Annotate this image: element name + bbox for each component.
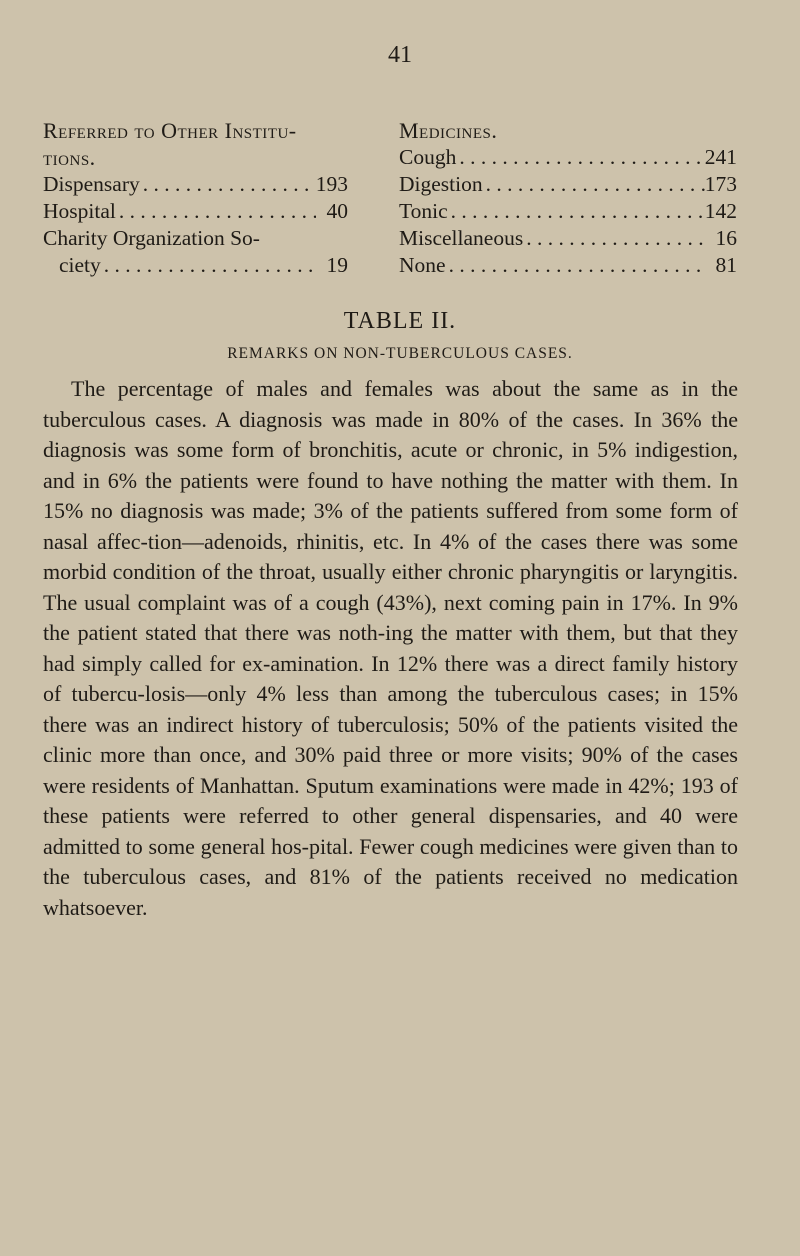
referrals-heading-cont: tions. [43,145,96,170]
body-paragraph: The percentage of males and females was about the same as in the tuberculous cases. A diagnosis was made in 80% of the cases. In 36% the diagnosis was some form of bronchitis, acute or chronic, in 5% indigestion, and in 6% the patients were found to have nothing the matter with them. In 15% no diagnosis was made; 3% of the patients suffered from some form of nasal affec-tion—adenoids, rhinitis, etc. In 4% of the cases there was some morbid condition of the throat, usually either chronic pharyngitis or laryngitis. The usual complaint was of a cough (43%), next coming pain in 17%. In 9% the patient stated that there was noth-ing the matter with them, but that they had simply called for ex-amination. In 12% there was a direct family history of tubercu-losis—only 4% less than among the tuberculous cases; in 15% there was an indirect history of tuberculosis; 50% of the patients visited the clinic more than once, and 30% paid three or more visits; 90% of the cases were residents of Manhattan. Sputum examinations were made in 42%; 193 of these patients were referred to other general dispensaries, and 40 were admitted to some general hos-pital. Fewer cough medicines were given than to the tuberculous cases, and 81% of the patients received no medication whatsoever. [43,376,738,920]
medicine-row-digestion [399,171,737,198]
medicine-value: 173 [704,172,737,196]
referral-row-hospital [43,198,348,225]
referral-label: Hospital [43,199,116,223]
leader-dots [483,171,705,198]
medicine-value: 16 [715,226,737,250]
table-title: TABLE II. [343,308,457,334]
medicine-row-miscellaneous [399,225,737,252]
medicine-row-tonic [399,198,737,225]
page-number: 41 [388,42,412,68]
medicine-label: Tonic [399,199,448,223]
leader-dots [523,225,705,252]
referrals-heading: Referred to Other Institu- [43,118,297,143]
medicines-column [399,117,737,279]
medicine-row-none [399,252,737,279]
medicine-label: Miscellaneous [399,226,524,250]
table-subtitle: REMARKS ON NON-TUBERCULOUS CASES. [227,345,573,362]
leader-dots [140,171,316,198]
medicine-label: None [399,253,446,277]
medicine-row-cough [399,144,737,171]
referral-row-charity-label: Charity Organization So- [43,226,260,250]
referral-row-charity [43,252,348,279]
leader-dots [456,144,704,171]
medicine-value: 142 [704,199,737,223]
medicine-value: 81 [715,253,737,277]
leader-dots [446,252,705,279]
medicines-heading: Medicines. [399,118,498,143]
referral-label: ciety [59,253,101,277]
referral-value: 40 [326,199,348,223]
referrals-column [43,117,348,279]
leader-dots [101,252,316,279]
referral-row-dispensary [43,171,348,198]
referral-value: 193 [315,172,348,196]
medicine-value: 241 [704,145,737,169]
referral-label: Dispensary [43,172,140,196]
referral-value: 19 [326,253,348,277]
leader-dots [448,198,705,225]
medicine-label: Digestion [399,172,483,196]
medicine-label: Cough [399,145,457,169]
leader-dots [116,198,316,225]
